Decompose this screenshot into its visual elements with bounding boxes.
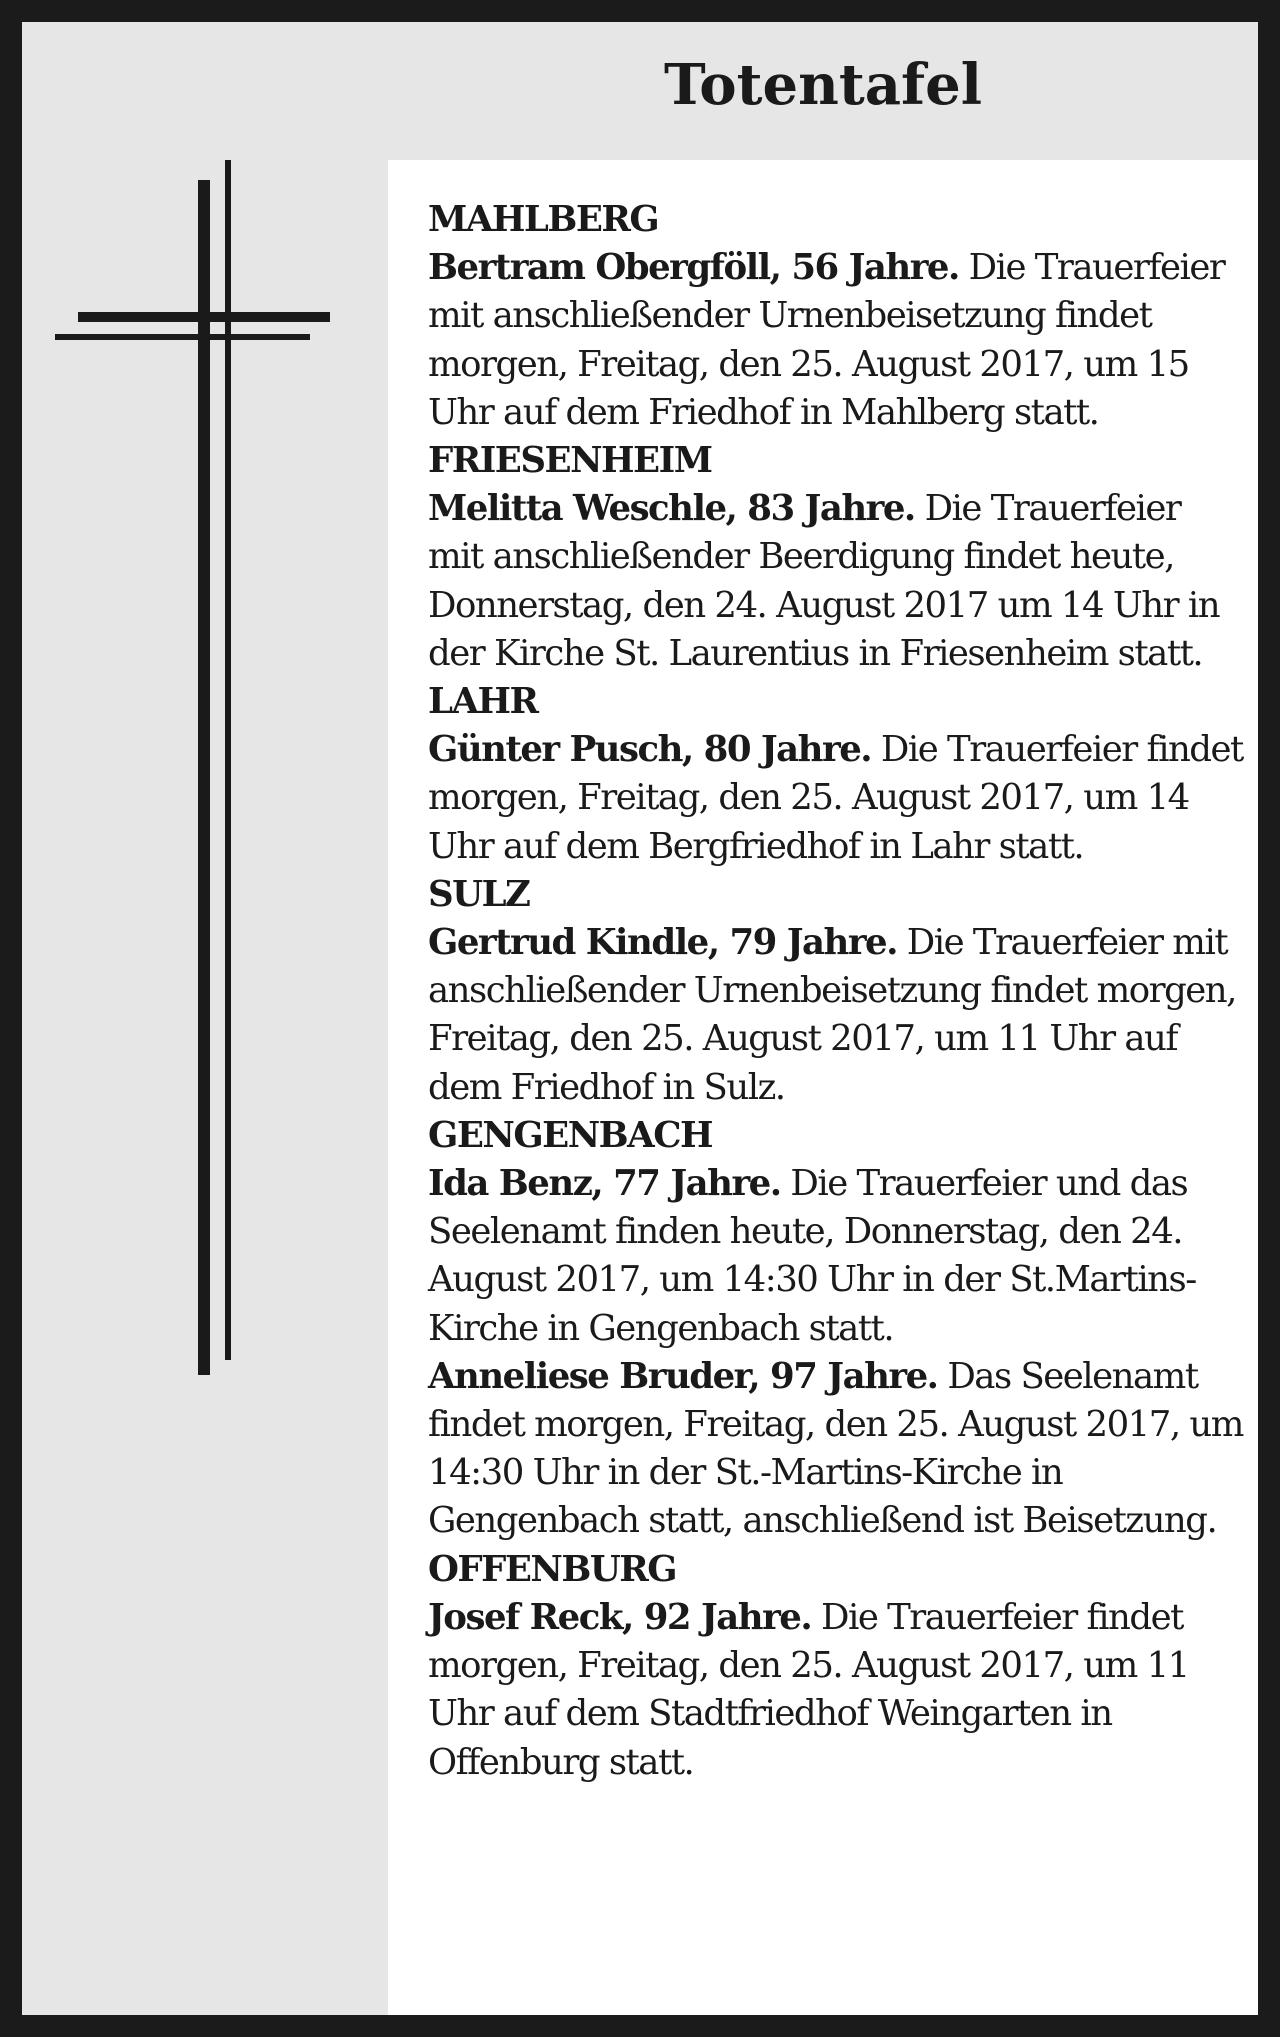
page-title: Totentafel — [664, 52, 982, 118]
service-details: Das Seelenamt findet morgen, Freitag, den 25. August 2017, um 14:30 Uhr in der St.-Martins-Kirche in Gengenbach statt, anschließend ist Beisetzung. — [428, 1355, 1243, 1542]
town-heading: SULZ — [428, 873, 530, 915]
cross-vertical-bar-left — [198, 180, 210, 1375]
deceased-name: Günter Pusch, 80 Jahre. — [428, 729, 872, 771]
obituary-entry — [428, 244, 1243, 437]
obituary-entry — [428, 1160, 1243, 1353]
service-details: Die Trauerfeier mit anschließender Urnenbeisetzung findet morgen, Freitag, den 25. August 2017, um 15 Uhr auf dem Friedhof in Mahlberg statt. — [428, 247, 1225, 433]
service-details: Die Trauerfeier mit anschließender Beerdigung findet heute, Donnerstag, den 24. August 2017 um 14 Uhr in der Kirche St. Laurentius in Friesenheim statt. — [428, 488, 1220, 674]
town-heading: LAHR — [428, 681, 538, 723]
obituary-entry — [428, 919, 1243, 1112]
town-heading: MAHLBERG — [428, 199, 659, 240]
deceased-name: Anneliese Bruder, 97 Jahre. — [428, 1355, 938, 1397]
service-details: Die Trauerfeier und das Seelenamt finden heute, Donnerstag, den 24. August 2017, um 14:30 Uhr in der St.Martins-Kirche in Gengenbach statt. — [428, 1163, 1196, 1349]
obituary-entry — [428, 1353, 1243, 1546]
deceased-name: Josef Reck, 92 Jahre. — [428, 1596, 812, 1638]
deceased-name: Bertram Obergföll, 56 Jahre. — [428, 247, 959, 289]
obituary-panel — [388, 160, 1258, 2015]
cross-horizontal-bar-bottom — [55, 334, 310, 340]
service-details: Die Trauerfeier findet morgen, Freitag, den 25. August 2017, um 11 Uhr auf dem Stadtfriedhof Weingarten in Offenburg statt. — [428, 1596, 1189, 1783]
cross-horizontal-bar-top — [78, 312, 330, 322]
service-details: Die Trauerfeier mit anschließender Urnenbeisetzung findet morgen, Freitag, den 25. August 2017, um 11 Uhr auf dem Friedhof in Sulz. — [428, 922, 1236, 1108]
town-heading: GENGENBACH — [428, 1114, 712, 1156]
obituary-list — [428, 196, 1243, 1787]
service-details: Die Trauerfeier findet morgen, Freitag, den 25. August 2017, um 14 Uhr auf dem Bergfriedhof in Lahr statt. — [428, 729, 1243, 867]
obituary-entry — [428, 726, 1243, 871]
deceased-name: Melitta Weschle, 83 Jahre. — [428, 488, 915, 530]
deceased-name: Ida Benz, 77 Jahre. — [428, 1163, 781, 1205]
cross-vertical-bar-right — [225, 160, 231, 1360]
town-heading: OFFENBURG — [428, 1548, 677, 1590]
town-heading: FRIESENHEIM — [428, 440, 712, 482]
obituary-entry — [428, 1594, 1243, 1787]
deceased-name: Gertrud Kindle, 79 Jahre. — [428, 922, 897, 964]
obituary-entry — [428, 485, 1243, 678]
